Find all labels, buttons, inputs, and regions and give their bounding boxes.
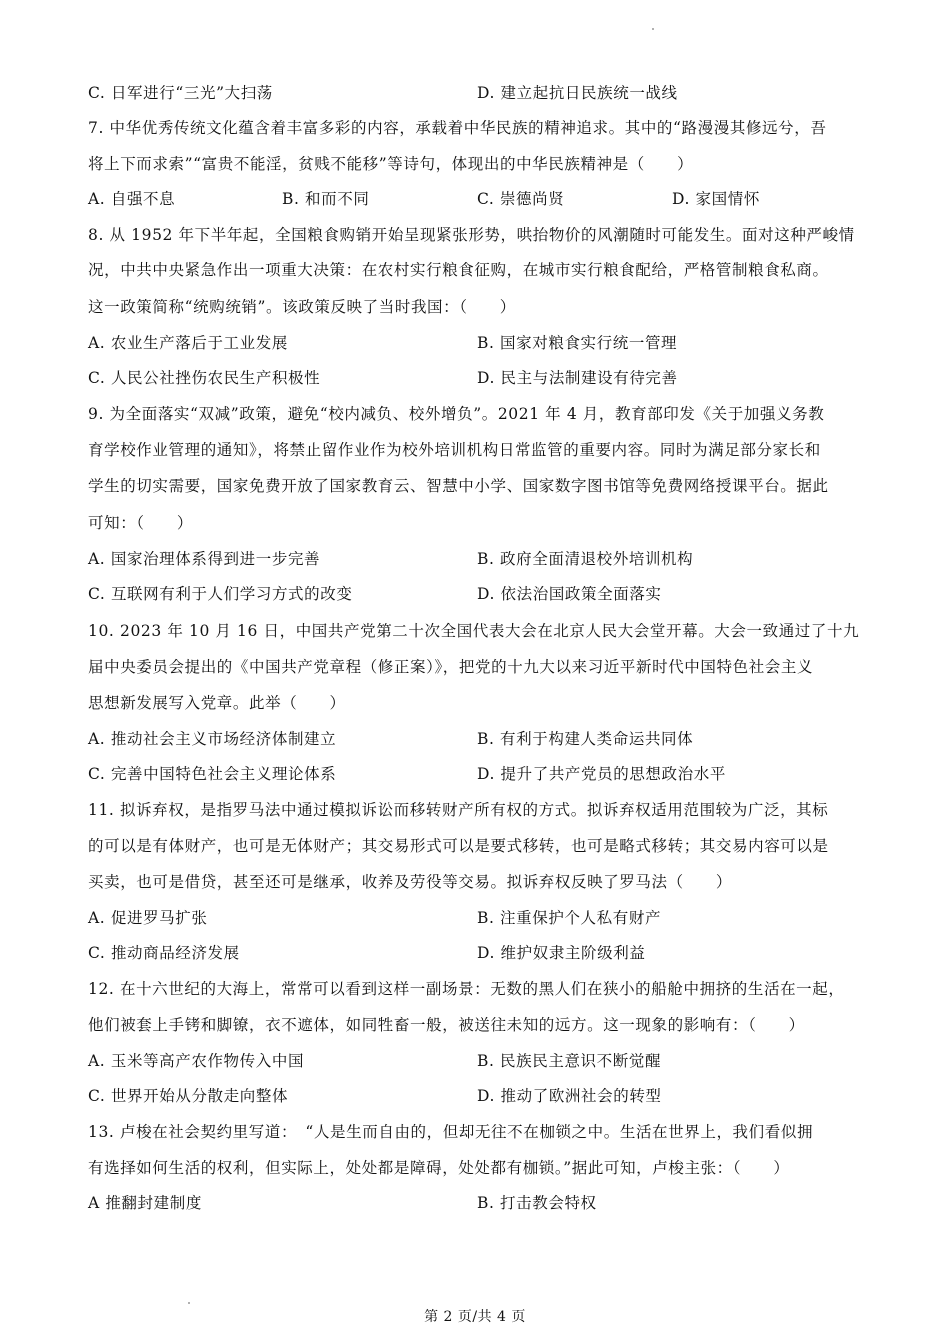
q13-option-b: B. 打击教会特权: [477, 1194, 597, 1212]
q10-option-a: A. 推动社会主义市场经济体制建立: [88, 730, 337, 748]
q11-stem-line: 买卖，也可是借贷，甚至还可是继承，收养及劳役等交易。拟诉弃权反映了罗马法（ ）: [88, 873, 733, 891]
q9-stem-line: 9. 为全面落实“双减”政策，避免“校内减负、校外增负”。2021 年 4 月，教育部印发《关于加强义务教: [88, 405, 825, 423]
q10-stem-line: 思想新发展写入党章。此举（ ）: [88, 694, 346, 712]
q11-option-c: C. 推动商品经济发展: [88, 944, 240, 962]
q11-option-b: B. 注重保护个人私有财产: [477, 909, 662, 927]
q6-option-d: D. 建立起抗日民族统一战线: [477, 84, 678, 102]
q6-option-c: C. 日军进行“三光”大扫荡: [88, 84, 273, 102]
q9-option-c: C. 互联网有利于人们学习方式的改变: [88, 585, 353, 603]
q10-option-d: D. 提升了共产党员的思想政治水平: [477, 765, 726, 783]
q10-option-c: C. 完善中国特色社会主义理论体系: [88, 765, 337, 783]
q12-stem-line: 他们被套上手铐和脚镣，衣不遮体，如同牲畜一般，被送往未知的远方。这一现象的影响有：（ ）: [88, 1016, 805, 1034]
q8-option-d: D. 民主与法制建设有待完善: [477, 369, 678, 387]
q12-stem-line: 12. 在十六世纪的大海上，常常可以看到这样一副场景：无数的黑人们在狭小的船舱中拥挤的生活在一起，: [88, 980, 845, 998]
q11-option-d: D. 维护奴隶主阶级利益: [477, 944, 646, 962]
q10-stem-line: 10. 2023 年 10 月 16 日，中国共产党第二十次全国代表大会在北京人民大会堂开幕。大会一致通过了十九: [88, 622, 860, 640]
q8-option-c: C. 人民公社挫伤农民生产积极性: [88, 369, 321, 387]
q13-stem-line: 有选择如何生活的权利，但实际上，处处都是障碍，处处都有枷锁。”据此可知，卢梭主张：（ ）: [88, 1159, 790, 1177]
q10-option-b: B. 有利于构建人类命运共同体: [477, 730, 694, 748]
q8-stem-line: 况，中共中央紧急作出一项重大决策：在农村实行粮食征购，在城市实行粮食配给，严格管制粮食私商。: [88, 261, 829, 279]
q9-stem-line: 育学校作业管理的通知》，将禁止留作业作为校外培训机构日常监管的重要内容。同时为满足部分家长和: [88, 441, 821, 459]
q8-stem-line: 8. 从 1952 年下半年起，全国粮食购销开始呈现紧张形势，哄抬物价的风潮随时可能发生。面对这种严峻情: [88, 226, 855, 244]
q8-option-b: B. 国家对粮食实行统一管理: [477, 334, 678, 352]
q7-stem-line: 将上下而求索”“富贵不能淫，贫贱不能移”等诗句，体现出的中华民族精神是（ ）: [88, 155, 694, 173]
q7-option-a: A. 自强不息: [88, 190, 176, 208]
q13-stem-line: 13. 卢梭在社会契约里写道： “人是生而自由的，但却无往不在枷锁之中。生活在世界上，我们看似拥: [88, 1123, 814, 1141]
q9-stem-line: 可知：（ ）: [88, 514, 193, 532]
q13-option-a: A 推翻封建制度: [88, 1194, 202, 1212]
scan-dot: [652, 28, 654, 30]
q7-stem-line: 7. 中华优秀传统文化蕴含着丰富多彩的内容，承载着中华民族的精神追求。其中的“路漫漫其修远兮，吾: [88, 119, 827, 137]
q11-stem-line: 11. 拟诉弃权，是指罗马法中通过模拟诉讼而移转财产所有权的方式。拟诉弃权适用范围较为广泛，其标: [88, 801, 829, 819]
q9-option-b: B. 政府全面清退校外培训机构: [477, 550, 694, 568]
q8-stem-line: 这一政策简称“统购统销”。该政策反映了当时我国：（ ）: [88, 298, 516, 316]
q7-option-c: C. 崇德尚贤: [477, 190, 565, 208]
q9-option-a: A. 国家治理体系得到进一步完善: [88, 550, 321, 568]
scan-dot: [188, 1302, 190, 1304]
q8-option-a: A. 农业生产落后于工业发展: [88, 334, 288, 352]
q12-option-b: B. 民族民主意识不断觉醒: [477, 1052, 662, 1070]
q9-option-d: D. 依法治国政策全面落实: [477, 585, 662, 603]
q12-option-c: C. 世界开始从分散走向整体: [88, 1087, 289, 1105]
q9-stem-line: 学生的切实需要，国家免费开放了国家教育云、智慧中小学、国家数字图书馆等免费网络授课平台。据此: [88, 477, 829, 495]
q11-stem-line: 的可以是有体财产，也可是无体财产；其交易形式可以是要式移转，也可是略式移转；其交易内容可以是: [88, 837, 829, 855]
page-number-footer: 第 2 页/共 4 页: [424, 1309, 526, 1325]
q7-option-b: B. 和而不同: [282, 190, 370, 208]
q11-option-a: A. 促进罗马扩张: [88, 909, 208, 927]
q10-stem-line: 届中央委员会提出的《中国共产党章程（修正案）》，把党的十九大以来习近平新时代中国特色社会主义: [88, 658, 814, 676]
q12-option-d: D. 推动了欧洲社会的转型: [477, 1087, 662, 1105]
q12-option-a: A. 玉米等高产农作物传入中国: [88, 1052, 305, 1070]
q7-option-d: D. 家国情怀: [672, 190, 760, 208]
